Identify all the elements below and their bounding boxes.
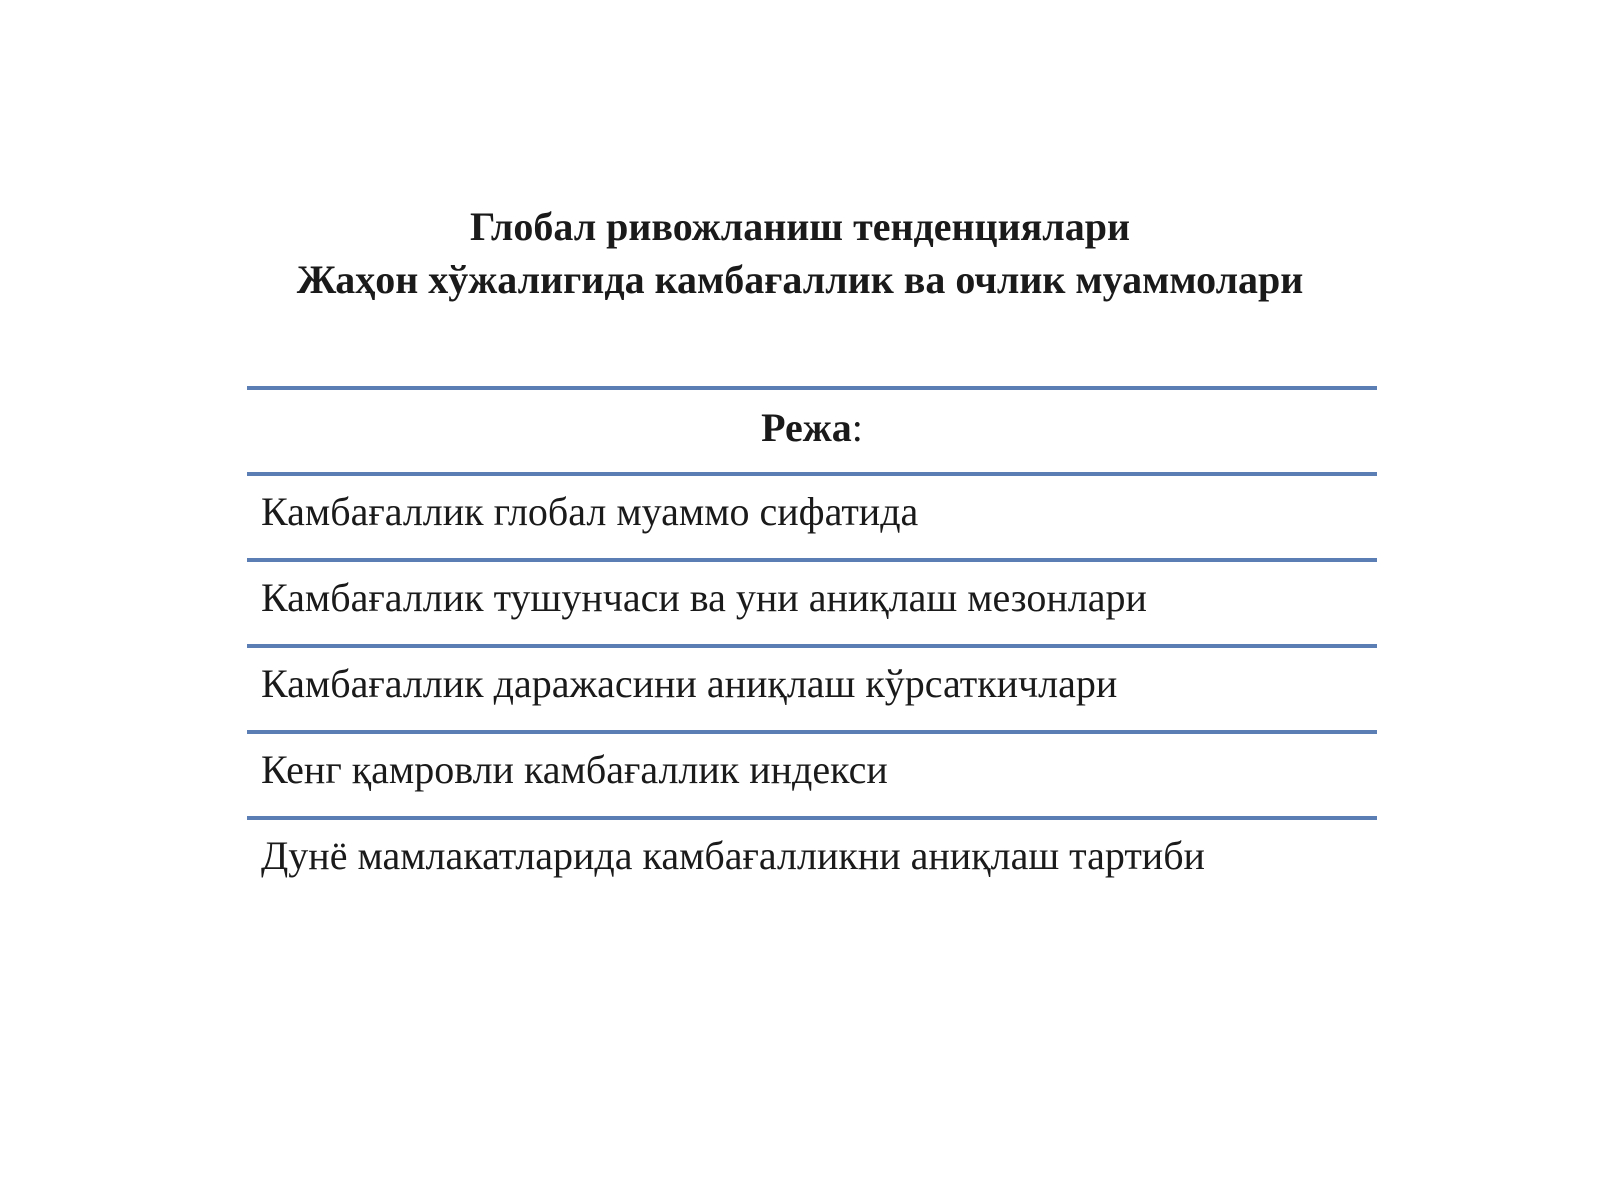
plan-item: Дунё мамлакатларида камбағалликни аниқлаш тартиби (247, 816, 1377, 902)
plan-item: Камбағаллик даражасини аниқлаш кўрсаткичлари (247, 644, 1377, 730)
title-line-1: Глобал ривожланиш тенденциялари (469, 204, 1131, 249)
plan-item: Камбағаллик тушунчаси ва уни аниқлаш мезонлари (247, 558, 1377, 644)
slide-title (0, 200, 1600, 306)
plan-header-row (247, 386, 1377, 472)
plan-table (247, 386, 1377, 902)
plan-item: Камбағаллик глобал муаммо сифатида (247, 472, 1377, 558)
title-line-2: Жаҳон хўжалигида камбағаллик ва очлик муаммолари (296, 257, 1304, 302)
plan-item: Кенг қамровли камбағаллик индекси (247, 730, 1377, 816)
plan-header-label: Режа (761, 405, 852, 450)
plan-header-colon: : (851, 405, 863, 450)
